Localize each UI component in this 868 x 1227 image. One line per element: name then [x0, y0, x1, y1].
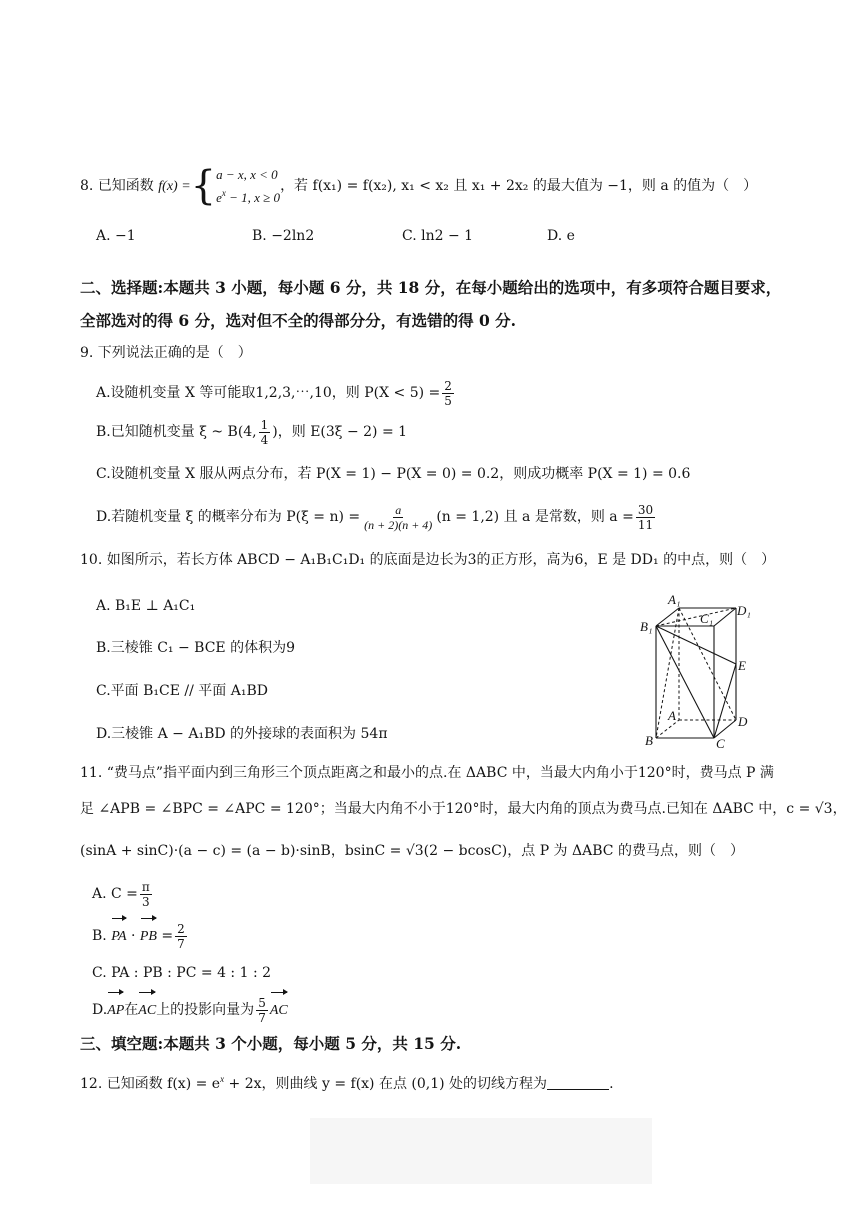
label-C1: C₁ [700, 611, 714, 626]
label-B: B [645, 733, 653, 748]
q9-option-d-fraction [362, 503, 434, 532]
vector-AP: AP [107, 993, 124, 1029]
q8-case2-rest: − 1, x ≥ 0 [225, 190, 281, 205]
q8-case2 [216, 184, 280, 207]
q11-option-d-label: D. [92, 1002, 108, 1018]
q8-option-c: C. ln2 − 1 [402, 228, 474, 244]
q11-option-d-text2: 上的投影向量为 [156, 1002, 255, 1018]
q9-option-b [96, 415, 407, 449]
q11-option-a [92, 876, 154, 912]
section3-heading: 三、填空题:本题共 3 个小题，每小题 5 分，共 15 分. [80, 1034, 462, 1053]
edge-CE [714, 664, 736, 738]
q9-option-d [96, 498, 657, 536]
q9-option-d-fraction2 [636, 503, 655, 532]
q11-option-b [92, 918, 189, 955]
q9-option-d-text2: (n = 1,2) 且 a 是常数，则 a = [436, 509, 634, 525]
q9-option-c: C.设随机变量 X 服从两点分布，若 P(X = 1) − P(X = 0) = 0.2，则成功概率 P(X = 1) = 0.6 [96, 466, 691, 482]
vector-AC-result: AC [270, 993, 288, 1029]
scan-shade [310, 1118, 652, 1184]
edge-B1E [656, 626, 736, 664]
frac-denominator: 7 [258, 1010, 266, 1025]
label-B1: B₁ [640, 619, 653, 634]
frac-numerator: 1 [260, 417, 269, 432]
q10-option-b: B.三棱锥 C₁ − BCE 的体积为9 [96, 640, 295, 656]
q8-brace: { [190, 163, 217, 209]
label-D: D [738, 714, 748, 729]
frac-numerator: 5 [258, 995, 266, 1010]
q11-option-d-text1: 在 [124, 1002, 139, 1018]
q8-case2-base: e [216, 190, 222, 205]
dot-operator: · [126, 928, 140, 944]
frac-denominator: (n + 2)(n + 4) [364, 517, 433, 532]
frac-denominator: 3 [142, 894, 150, 909]
q11-option-c: C. PA : PB : PC = 4 : 1 : 2 [92, 965, 272, 981]
q8-case2-exp: x [221, 188, 226, 198]
q11-stem-line2: 足 ∠APB = ∠BPC = ∠APC = 120°；当最大内角不小于120°时，最大内角的顶点为费马点.已知在 ΔABC 中，c = √3， [80, 801, 847, 817]
frac-numerator: a [395, 502, 402, 517]
frac-denominator: 11 [637, 517, 654, 532]
q11-stem-line3: (sinA + sinC)·(a − c) = (a − b)·sinB，bsinC = √3(2 − bcosC)，点 P 为 ΔABC 的费马点，则（ ） [80, 843, 744, 859]
q11-option-b-label: B. [92, 928, 112, 944]
vector-PB: PB [140, 919, 157, 955]
q11-option-a-fraction [140, 880, 152, 909]
q12-exponent: x [220, 1074, 225, 1084]
q9-option-d-text1: D.若随机变量 ξ 的概率分布为 P(ξ = n) = [96, 509, 361, 525]
q11-stem-line1: 11. “费马点”指平面内到三角形三个顶点距离之和最小的点.在 ΔABC 中，当最大内角小于120°时，费马点 P 满 [80, 765, 774, 781]
q8-option-a: A. −1 [96, 228, 136, 244]
section2-heading-line2: 全部选对的得 6 分，选对但不全的得部分分，有选错的得 0 分. [80, 311, 517, 330]
q11-option-d [92, 992, 288, 1029]
q8-stem [80, 165, 757, 207]
frac-denominator: 7 [177, 936, 185, 951]
q8-cases [216, 165, 280, 207]
q9-option-a-text: A.设随机变量 X 等可能取1,2,3,⋯,10，则 P(X < 5) = [96, 385, 441, 401]
q8-option-b: B. −2ln2 [252, 228, 315, 244]
q9-option-b-text2: )，则 E(3ξ − 2) = 1 [272, 424, 408, 440]
q12-text2: + 2x，则曲线 y = f(x) 在点 (0,1) 处的切线方程为 [224, 1076, 548, 1092]
frac-numerator: 2 [444, 378, 452, 393]
edge-B1C [656, 626, 714, 738]
q10-option-a: A. B₁E ⊥ A₁C₁ [96, 598, 196, 614]
q12-stem [80, 1069, 614, 1094]
q9-stem: 9. 下列说法正确的是（ ） [80, 345, 252, 361]
frac-numerator: 2 [177, 921, 185, 936]
q9-option-a-fraction [442, 379, 454, 408]
frac-numerator: 30 [637, 502, 654, 517]
edge-C1D1 [714, 608, 736, 626]
q11-option-a-text: A. C = [92, 886, 138, 902]
q8-text-part1: 已知函数 [97, 178, 159, 194]
q12-end: . [609, 1076, 614, 1092]
equals: = [156, 928, 174, 944]
q12-answer-blank[interactable] [547, 1075, 609, 1090]
q8-text-part2: ，若 f(x₁) = f(x₂), x₁ < x₂ 且 x₁ + 2x₂ 的最大值为 −1，则 a 的值为（ ） [280, 178, 758, 194]
label-A1: A₁ [668, 592, 681, 607]
q9-option-b-fraction [259, 418, 271, 447]
q8-option-d: D. e [547, 228, 575, 244]
prism-figure [636, 588, 764, 753]
q10-option-d: D.三棱锥 A − A₁BD 的外接球的表面积为 54π [96, 726, 388, 742]
q11-option-d-fraction [256, 996, 268, 1025]
q9-option-b-text1: B.已知随机变量 ξ ~ B(4, [96, 424, 257, 440]
q10-option-c: C.平面 B₁CE // 平面 A₁BD [96, 683, 268, 699]
vector-AC: AC [138, 993, 156, 1029]
label-D1: D₁ [737, 603, 751, 618]
q10-stem: 10. 如图所示，若长方体 ABCD − A₁B₁C₁D₁ 的底面是边长为3的正方形，高为6，E 是 DD₁ 的中点，则（ ） [80, 552, 776, 568]
vector-PA: PA [111, 919, 126, 955]
label-E: E [738, 658, 746, 673]
q8-case1: a − x, x < 0 [216, 167, 278, 182]
label-A: A [668, 708, 676, 723]
section2-heading-line1: 二、选择题:本题共 3 小题，每小题 6 分，共 18 分，在每小题给出的选项中，有多项符合题目要求， [80, 278, 782, 297]
q12-text1: 12. 已知函数 f(x) = e [80, 1076, 221, 1092]
q9-option-a [96, 376, 456, 410]
frac-denominator: 5 [444, 393, 452, 408]
frac-numerator: π [141, 879, 150, 894]
frac-denominator: 4 [260, 432, 269, 447]
q11-option-b-fraction [175, 922, 187, 951]
q8-number: 8. [80, 178, 98, 194]
q8-function: f(x) = [158, 179, 191, 194]
label-C: C [716, 736, 725, 751]
